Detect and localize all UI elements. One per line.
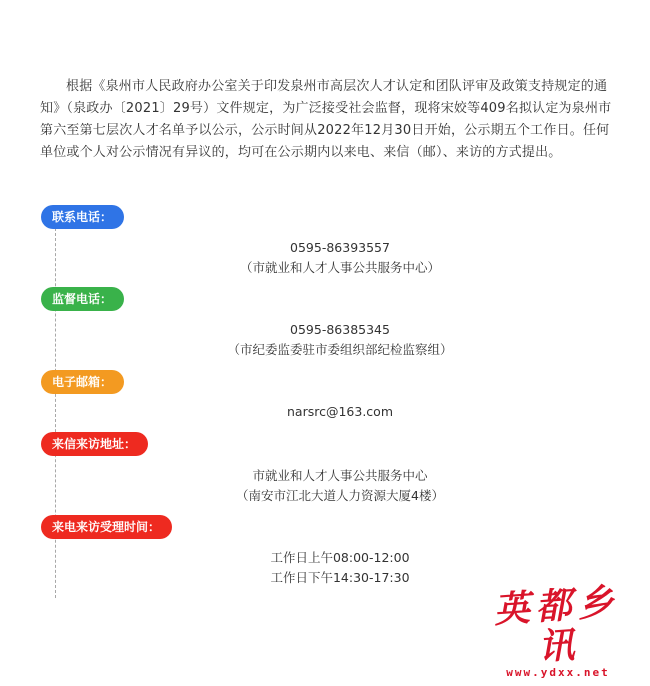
phone-number: 0595-86393557 — [290, 240, 390, 255]
mail-visit-info — [90, 466, 590, 506]
phone-org: （市就业和人才人事公共服务中心） — [239, 260, 440, 275]
hours-info — [90, 548, 590, 588]
email-info — [90, 402, 590, 422]
supervise-info — [90, 320, 590, 360]
phone-label-badge: 联系电话： — [41, 205, 124, 229]
supervise-number: 0595-86385345 — [290, 322, 390, 337]
mail-visit-address: （南安市江北大道人力资源大厦4楼） — [236, 488, 444, 503]
supervise-label-badge: 监督电话： — [41, 287, 124, 311]
hours-label-badge: 来电来访受理时间： — [41, 515, 172, 539]
email-label-badge: 电子邮箱： — [41, 370, 124, 394]
email-address[interactable]: narsrc@163.com — [287, 404, 393, 419]
mail-visit-org: 市就业和人才人事公共服务中心 — [252, 468, 428, 483]
supervise-org: （市纪委监委驻市委组织部纪检监察组） — [227, 342, 453, 357]
phone-info — [90, 238, 590, 278]
timeline-dashed-line — [55, 228, 56, 598]
hours-afternoon: 工作日下午14:30-17:30 — [270, 570, 410, 585]
watermark-url: www.ydxx.net — [506, 666, 610, 679]
watermark-title: 英都乡讯 — [492, 580, 621, 669]
mail-visit-label-badge: 来信来访地址： — [41, 432, 148, 456]
site-watermark — [478, 580, 638, 680]
notice-body: 根据《泉州市人民政府办公室关于印发泉州市高层次人才认定和团队评审及政策支持规定的通知》（泉政办〔2021〕29号）文件规定，为广泛接受社会监督，现将宋姣等409名拟认定为泉州市第六至第七层次人才名单予以公示，公示时间从2022年12月30日开始，公示期五个工作日。任何单位或个人对公示情况有异议的，均可在公示期内以来电、来信（邮）、来访的方式提出。 — [40, 79, 612, 160]
hours-morning: 工作日上午08:00-12:00 — [270, 550, 410, 565]
